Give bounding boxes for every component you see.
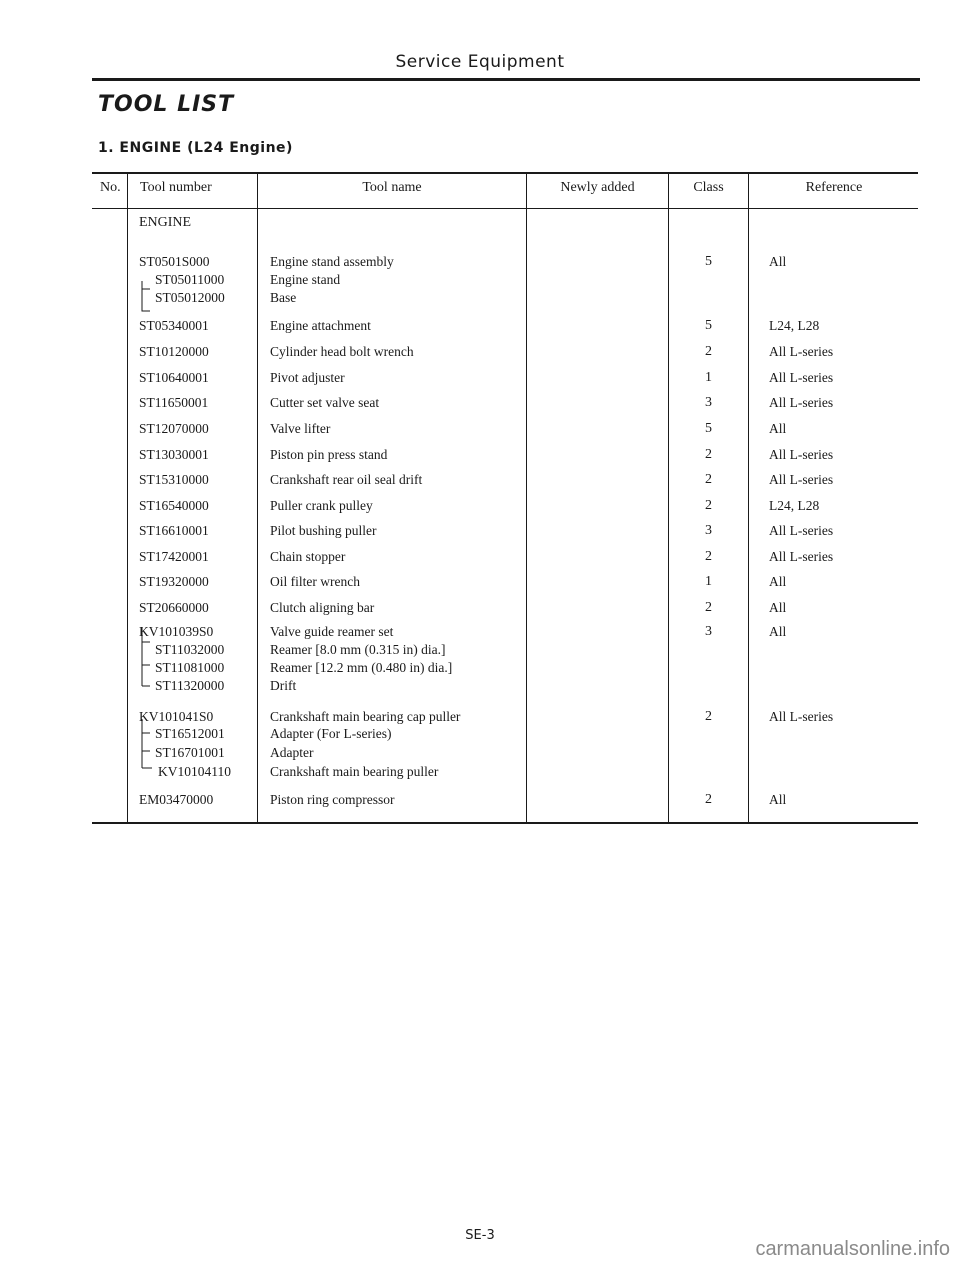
tool-reference: All <box>769 421 787 436</box>
tool-class: 3 <box>705 395 712 410</box>
tool-reference: All <box>769 574 787 589</box>
tool-name: Reamer [8.0 mm (0.315 in) dia.] <box>270 642 446 657</box>
tool-class: 2 <box>705 498 712 513</box>
tool-number: ST11320000 <box>155 678 225 693</box>
header-reference: Reference <box>805 180 863 195</box>
header-newly-added: Newly added <box>560 180 635 195</box>
tool-number: ST13030001 <box>139 447 209 462</box>
tool-number: ST05340001 <box>139 318 209 333</box>
tool-name: Base <box>270 290 297 305</box>
tool-number: ST16610001 <box>139 523 209 538</box>
tool-number: ST12070000 <box>139 421 209 436</box>
tool-name: Drift <box>270 678 297 693</box>
tool-reference: L24, L28 <box>769 498 820 513</box>
tool-number: ST15310000 <box>139 472 209 487</box>
page-number: SE-3 <box>465 1228 495 1243</box>
tool-number: ST10120000 <box>139 344 209 359</box>
tool-reference: All <box>769 600 787 615</box>
section-title: 1. ENGINE (L24 Engine) <box>98 140 293 156</box>
header-rule <box>92 78 920 81</box>
tool-table <box>0 168 960 833</box>
tool-class: 3 <box>705 523 712 538</box>
tool-class: 2 <box>705 549 712 564</box>
tool-name: Cutter set valve seat <box>270 395 380 410</box>
tool-name: Engine stand assembly <box>270 254 394 269</box>
tool-class: 2 <box>705 709 712 724</box>
tool-class: 5 <box>705 254 712 269</box>
tool-reference: All L-series <box>769 395 834 410</box>
tool-number: KV10104110 <box>158 764 231 779</box>
tool-name: Pivot adjuster <box>270 370 345 385</box>
tool-number: ST0501S000 <box>139 254 210 269</box>
header-tool-name: Tool name <box>362 180 422 195</box>
tool-number: KV101041S0 <box>139 709 214 724</box>
tool-number: ST19320000 <box>139 574 209 589</box>
tool-number: ST11650001 <box>139 395 209 410</box>
tool-reference: All L-series <box>769 709 834 724</box>
tool-number: ST11032000 <box>155 642 225 657</box>
tool-name: Engine stand <box>270 272 341 287</box>
header-no: No. <box>100 180 121 195</box>
tool-number: ST10640001 <box>139 370 209 385</box>
tool-number: ST16512001 <box>155 726 225 741</box>
group-label: ENGINE <box>139 215 192 230</box>
tool-number: ST20660000 <box>139 600 209 615</box>
tool-name: Valve guide reamer set <box>270 624 394 639</box>
tool-name: Chain stopper <box>270 549 346 564</box>
tool-reference: All <box>769 254 787 269</box>
tool-reference: All L-series <box>769 472 834 487</box>
tool-name: Piston ring compressor <box>270 792 395 807</box>
tool-class: 3 <box>705 624 712 639</box>
tool-number: KV101039S0 <box>139 624 214 639</box>
tool-number: ST11081000 <box>155 660 225 675</box>
watermark: carmanualsonline.info <box>755 1238 950 1260</box>
header-tool-number: Tool number <box>140 180 212 195</box>
tool-class: 2 <box>705 792 712 807</box>
tool-name: Adapter (For L-series) <box>270 726 392 741</box>
tool-reference: All <box>769 792 787 807</box>
tool-number: EM03470000 <box>139 792 214 807</box>
page-title: TOOL LIST <box>98 92 235 117</box>
tool-name: Engine attachment <box>270 318 371 333</box>
tool-number: ST17420001 <box>139 549 209 564</box>
tool-name: Crankshaft main bearing cap puller <box>270 709 461 724</box>
tool-number: ST05011000 <box>155 272 225 287</box>
tool-reference: All <box>769 624 787 639</box>
tool-class: 5 <box>705 421 712 436</box>
tool-class: 2 <box>705 472 712 487</box>
tool-reference: All L-series <box>769 447 834 462</box>
tool-reference: All L-series <box>769 549 834 564</box>
header-class: Class <box>693 180 724 195</box>
tool-class: 1 <box>705 370 712 385</box>
tool-reference: All L-series <box>769 370 834 385</box>
page-header: Service Equipment <box>395 52 565 72</box>
tool-name: Adapter <box>270 745 314 760</box>
tool-name: Cylinder head bolt wrench <box>270 344 414 359</box>
tool-reference: All L-series <box>769 344 834 359</box>
tool-number: ST16701001 <box>155 745 225 760</box>
tool-name: Clutch aligning bar <box>270 600 375 615</box>
tool-reference: All L-series <box>769 523 834 538</box>
connector-kv101041s0 <box>142 719 152 768</box>
tool-name: Valve lifter <box>270 421 331 436</box>
tool-reference: L24, L28 <box>769 318 820 333</box>
tool-number: ST16540000 <box>139 498 209 513</box>
tool-number: ST05012000 <box>155 290 225 305</box>
tool-name: Reamer [12.2 mm (0.480 in) dia.] <box>270 660 453 675</box>
connector-st0501s000 <box>142 281 150 311</box>
tool-name: Oil filter wrench <box>270 574 360 589</box>
tool-name: Piston pin press stand <box>270 447 388 462</box>
tool-name: Crankshaft rear oil seal drift <box>270 472 423 487</box>
tool-class: 2 <box>705 447 712 462</box>
tool-class: 2 <box>705 600 712 615</box>
tool-class: 1 <box>705 574 712 589</box>
tool-class: 5 <box>705 318 712 333</box>
tool-name: Puller crank pulley <box>270 498 373 513</box>
tool-name: Crankshaft main bearing puller <box>270 764 439 779</box>
tool-name: Pilot bushing puller <box>270 523 377 538</box>
tool-class: 2 <box>705 344 712 359</box>
